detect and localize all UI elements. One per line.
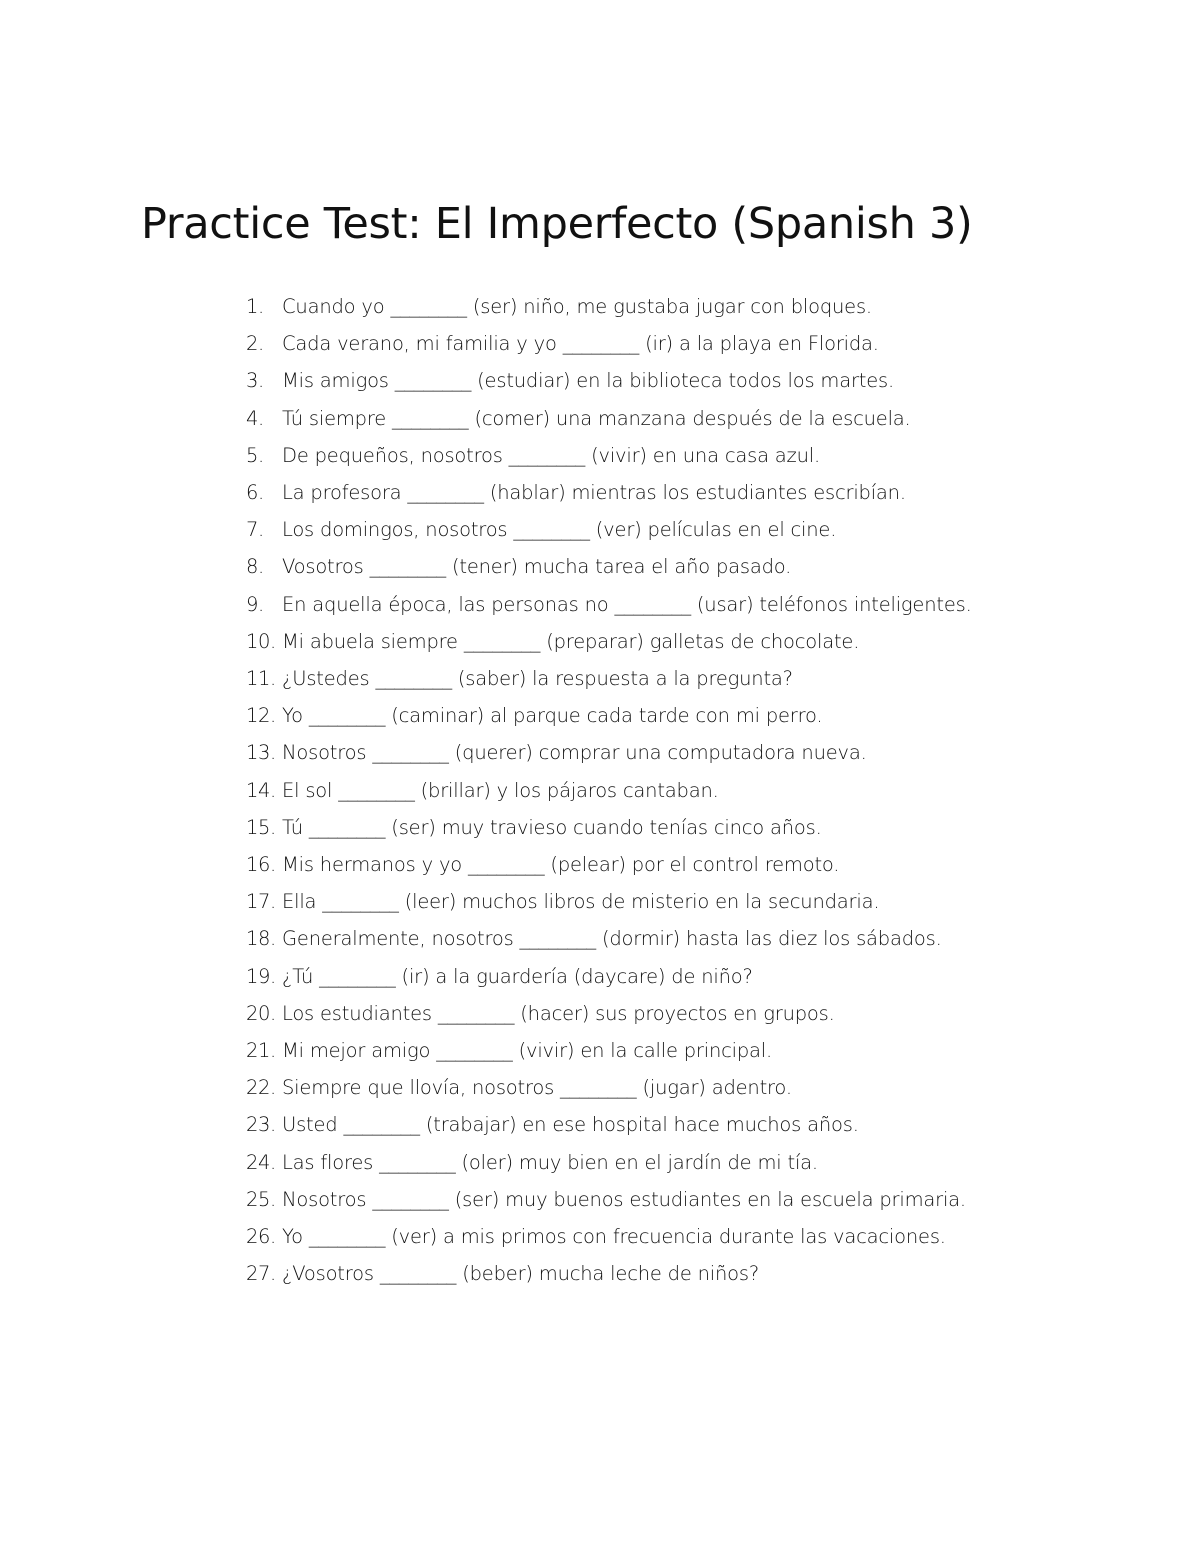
question-item	[0, 1218, 1200, 1255]
question-number: 25.	[246, 1187, 276, 1211]
question-number: 22.	[246, 1076, 276, 1100]
question-number: 21.	[246, 1039, 276, 1063]
question-item	[0, 437, 1200, 474]
question-number: 1.	[246, 295, 264, 318]
question-number: 3.	[246, 369, 264, 393]
question-text: De pequeños, nosotros ________ (vivir) en una casa azul.	[282, 443, 820, 467]
question-item	[0, 362, 1200, 399]
question-text: Las flores ________ (oler) muy bien en el jardín de mi tía.	[282, 1150, 818, 1174]
question-text: Cada verano, mi familia y yo ________ (ir) a la playa en Florida.	[282, 332, 879, 356]
question-item	[0, 474, 1200, 511]
question-number: 10.	[246, 629, 276, 653]
question-number: 24.	[246, 1150, 276, 1174]
question-item	[0, 548, 1200, 585]
question-number: 6.	[246, 481, 264, 505]
question-number: 13.	[246, 741, 276, 765]
question-text: Los domingos, nosotros ________ (ver) películas en el cine.	[282, 518, 837, 542]
question-item	[0, 288, 1200, 325]
question-item	[0, 586, 1200, 623]
question-item	[0, 958, 1200, 995]
question-item	[0, 1144, 1200, 1181]
question-text: ¿Tú ________ (ir) a la guardería (daycare) de niño?	[282, 964, 753, 988]
question-text: Siempre que llovía, nosotros ________ (jugar) adentro.	[282, 1076, 792, 1100]
question-item	[0, 1181, 1200, 1218]
question-text: ¿Ustedes ________ (saber) la respuesta a la pregunta?	[282, 667, 793, 691]
question-text: Los estudiantes ________ (hacer) sus proyectos en grupos.	[282, 1001, 835, 1025]
question-text: Mis hermanos y yo ________ (pelear) por el control remoto.	[282, 853, 840, 877]
question-number: 7.	[246, 518, 264, 542]
question-item	[0, 1255, 1200, 1292]
question-number: 19.	[246, 964, 276, 988]
question-number: 5.	[246, 443, 264, 467]
question-number: 15.	[246, 815, 276, 839]
question-number: 2.	[246, 332, 264, 356]
question-item	[0, 697, 1200, 734]
question-text: Vosotros ________ (tener) mucha tarea el año pasado.	[282, 555, 792, 579]
question-text: Cuando yo ________ (ser) niño, me gustaba jugar con bloques.	[282, 295, 872, 318]
question-item	[0, 734, 1200, 771]
question-item	[0, 623, 1200, 660]
question-text: Yo ________ (caminar) al parque cada tarde con mi perro.	[282, 704, 823, 728]
question-number: 14.	[246, 778, 276, 802]
question-item	[0, 325, 1200, 362]
question-text: Nosotros ________ (querer) comprar una computadora nueva.	[282, 741, 867, 765]
question-number: 12.	[246, 704, 276, 728]
question-item	[0, 995, 1200, 1032]
question-number: 23.	[246, 1113, 276, 1137]
question-number: 18.	[246, 927, 276, 951]
question-text: Mi mejor amigo ________ (vivir) en la calle principal.	[282, 1039, 773, 1063]
question-number: 9.	[246, 592, 264, 616]
question-item	[0, 400, 1200, 437]
question-number: 16.	[246, 853, 276, 877]
question-item	[0, 920, 1200, 957]
question-item	[0, 809, 1200, 846]
question-number: 8.	[246, 555, 264, 579]
question-text: En aquella época, las personas no ________ (usar) teléfonos inteligentes.	[282, 592, 972, 616]
question-number: 4.	[246, 406, 264, 430]
question-text: Ella ________ (leer) muchos libros de misterio en la secundaria.	[282, 890, 880, 914]
question-item	[0, 1069, 1200, 1106]
question-text: Tú siempre ________ (comer) una manzana después de la escuela.	[282, 406, 911, 430]
question-text: Mi abuela siempre ________ (preparar) galletas de chocolate.	[282, 629, 860, 653]
question-text: Generalmente, nosotros ________ (dormir) hasta las diez los sábados.	[282, 927, 942, 951]
question-item	[0, 660, 1200, 697]
question-text: Tú ________ (ser) muy travieso cuando tenías cinco años.	[282, 815, 822, 839]
question-item	[0, 1106, 1200, 1143]
question-item	[0, 883, 1200, 920]
question-number: 27.	[246, 1262, 276, 1286]
question-item	[0, 772, 1200, 809]
question-number: 26.	[246, 1225, 276, 1249]
question-number: 20.	[246, 1001, 276, 1025]
question-text: El sol ________ (brillar) y los pájaros cantaban.	[282, 778, 719, 802]
question-list	[0, 288, 1200, 1292]
question-item	[0, 846, 1200, 883]
question-text: Mis amigos ________ (estudiar) en la biblioteca todos los martes.	[282, 369, 894, 393]
question-item	[0, 511, 1200, 548]
question-text: La profesora ________ (hablar) mientras los estudiantes escribían.	[282, 481, 906, 505]
question-text: ¿Vosotros ________ (beber) mucha leche de niños?	[282, 1262, 760, 1286]
question-text: Nosotros ________ (ser) muy buenos estudiantes en la escuela primaria.	[282, 1187, 966, 1211]
question-number: 11.	[246, 667, 276, 691]
question-number: 17.	[246, 890, 276, 914]
page-title: Practice Test: El Imperfecto (Spanish 3)	[141, 199, 973, 249]
question-text: Yo ________ (ver) a mis primos con frecuencia durante las vacaciones.	[282, 1225, 946, 1249]
question-item	[0, 1032, 1200, 1069]
question-text: Usted ________ (trabajar) en ese hospital hace muchos años.	[282, 1113, 859, 1137]
